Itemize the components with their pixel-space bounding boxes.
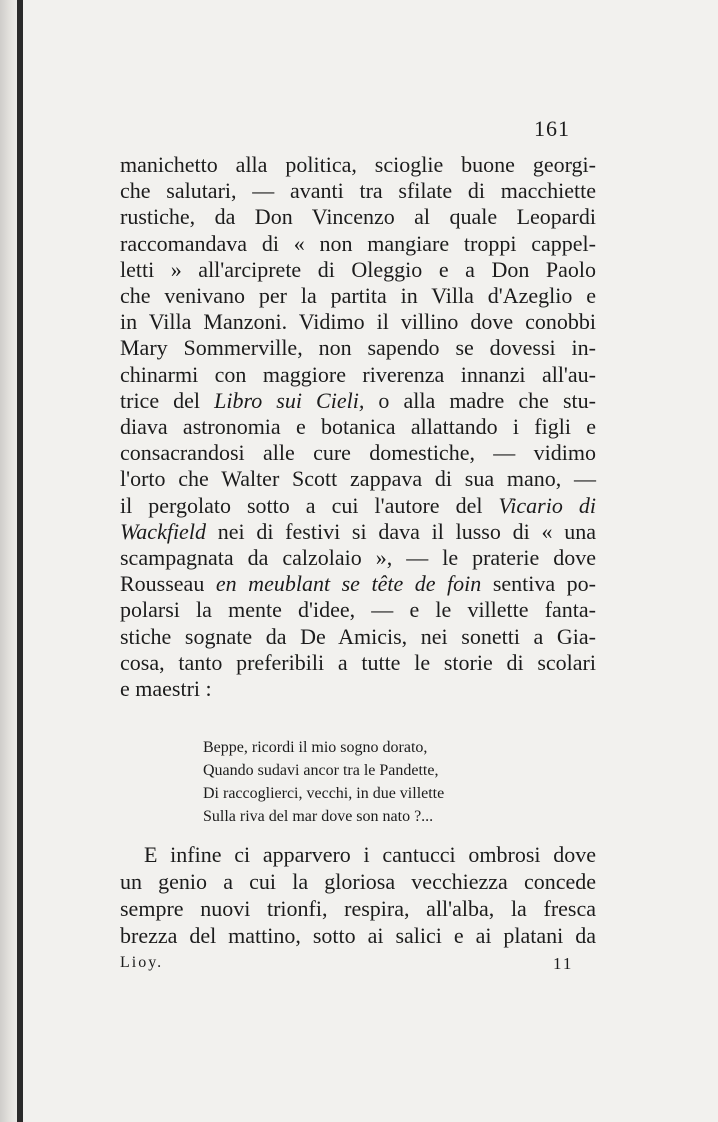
text-line: letti » all'arciprete di Oleggio e a Don Paolo — [120, 256, 596, 282]
text-line: Mary Sommerville, non sapendo se dovessi in- — [120, 335, 596, 361]
text-line: polarsi la mente d'idee, — e le villette fanta- — [120, 597, 596, 623]
text-line: brezza del mattino, sotto ai salici e ai platani da — [120, 923, 596, 948]
quote-italic: en meublant se tête de foin — [215, 571, 482, 597]
poem-line: Beppe, ricordi il mio sogno dorato, — [203, 739, 428, 756]
text-line: Rousseau en meublant se tête de foin sentiva po- — [120, 571, 596, 597]
text-line: trice del Libro sui Cieli, o alla madre che stu- — [120, 387, 596, 413]
text-line: che venivano per la partita in Villa d'Azeglio e — [120, 283, 596, 309]
book-title: Wackfield — [120, 518, 206, 544]
text-line: un genio a cui la gloriosa vecchiezza concede — [120, 869, 596, 894]
text-line: l'orto che Walter Scott zappava di sua mano, — — [120, 466, 596, 492]
poem-line: Di raccoglierci, vecchi, in due villette — [203, 785, 445, 802]
text-line: manichetto alla politica, scioglie buone georgi- — [120, 152, 596, 177]
text-line: cosa, tanto preferibili a tutte le storie di scolari — [120, 649, 596, 675]
text-line: E infine ci apparvero i cantucci ombrosi dove — [144, 842, 596, 867]
text-line: diava astronomia e botanica allattando i figli e — [120, 414, 596, 440]
poem-line: Sulla riva del mar dove son nato ?... — [203, 808, 434, 825]
book-title: Vicario di — [498, 492, 597, 518]
text-line: che salutari, — avanti tra sfilate di macchiette — [120, 178, 596, 204]
text-line: chinarmi con maggiore riverenza innanzi all'au- — [120, 361, 596, 387]
text-line: Wackfield nei di festivi si dava il lusso di « una — [120, 518, 596, 544]
text-line: il pergolato sotto a cui l'autore del Vicario di — [120, 492, 597, 518]
book-title: Libro sui Cieli, — [214, 387, 365, 413]
page-edge-line — [17, 0, 23, 1122]
text-line: raccomandava di « non mangiare troppi cappel- — [120, 230, 596, 256]
poem-quote — [203, 736, 533, 828]
text-line: e maestri : — [120, 676, 212, 702]
poem-line: Quando sudavi ancor tra le Pandette, — [203, 762, 439, 779]
text-line: consacrandosi alle cure domestiche, — vidimo — [120, 440, 596, 466]
second-paragraph — [120, 841, 596, 949]
main-paragraph — [120, 152, 596, 702]
text-line: sempre nuovi trionfi, respira, all'alba, la fresca — [120, 896, 596, 921]
footer-sheet-number: 11 — [553, 954, 574, 973]
footer-signature: Lioy. — [120, 954, 164, 971]
text-line: stiche sognate da De Amicis, nei sonetti a Gia- — [120, 623, 596, 649]
text-line: in Villa Manzoni. Vidimo il villino dove conobbi — [120, 309, 596, 335]
text-line: scampagnata da calzolaio », — le praterie dove — [120, 545, 596, 571]
text-line: rustiche, da Don Vincenzo al quale Leopardi — [120, 204, 596, 230]
page-number: 161 — [534, 116, 570, 141]
